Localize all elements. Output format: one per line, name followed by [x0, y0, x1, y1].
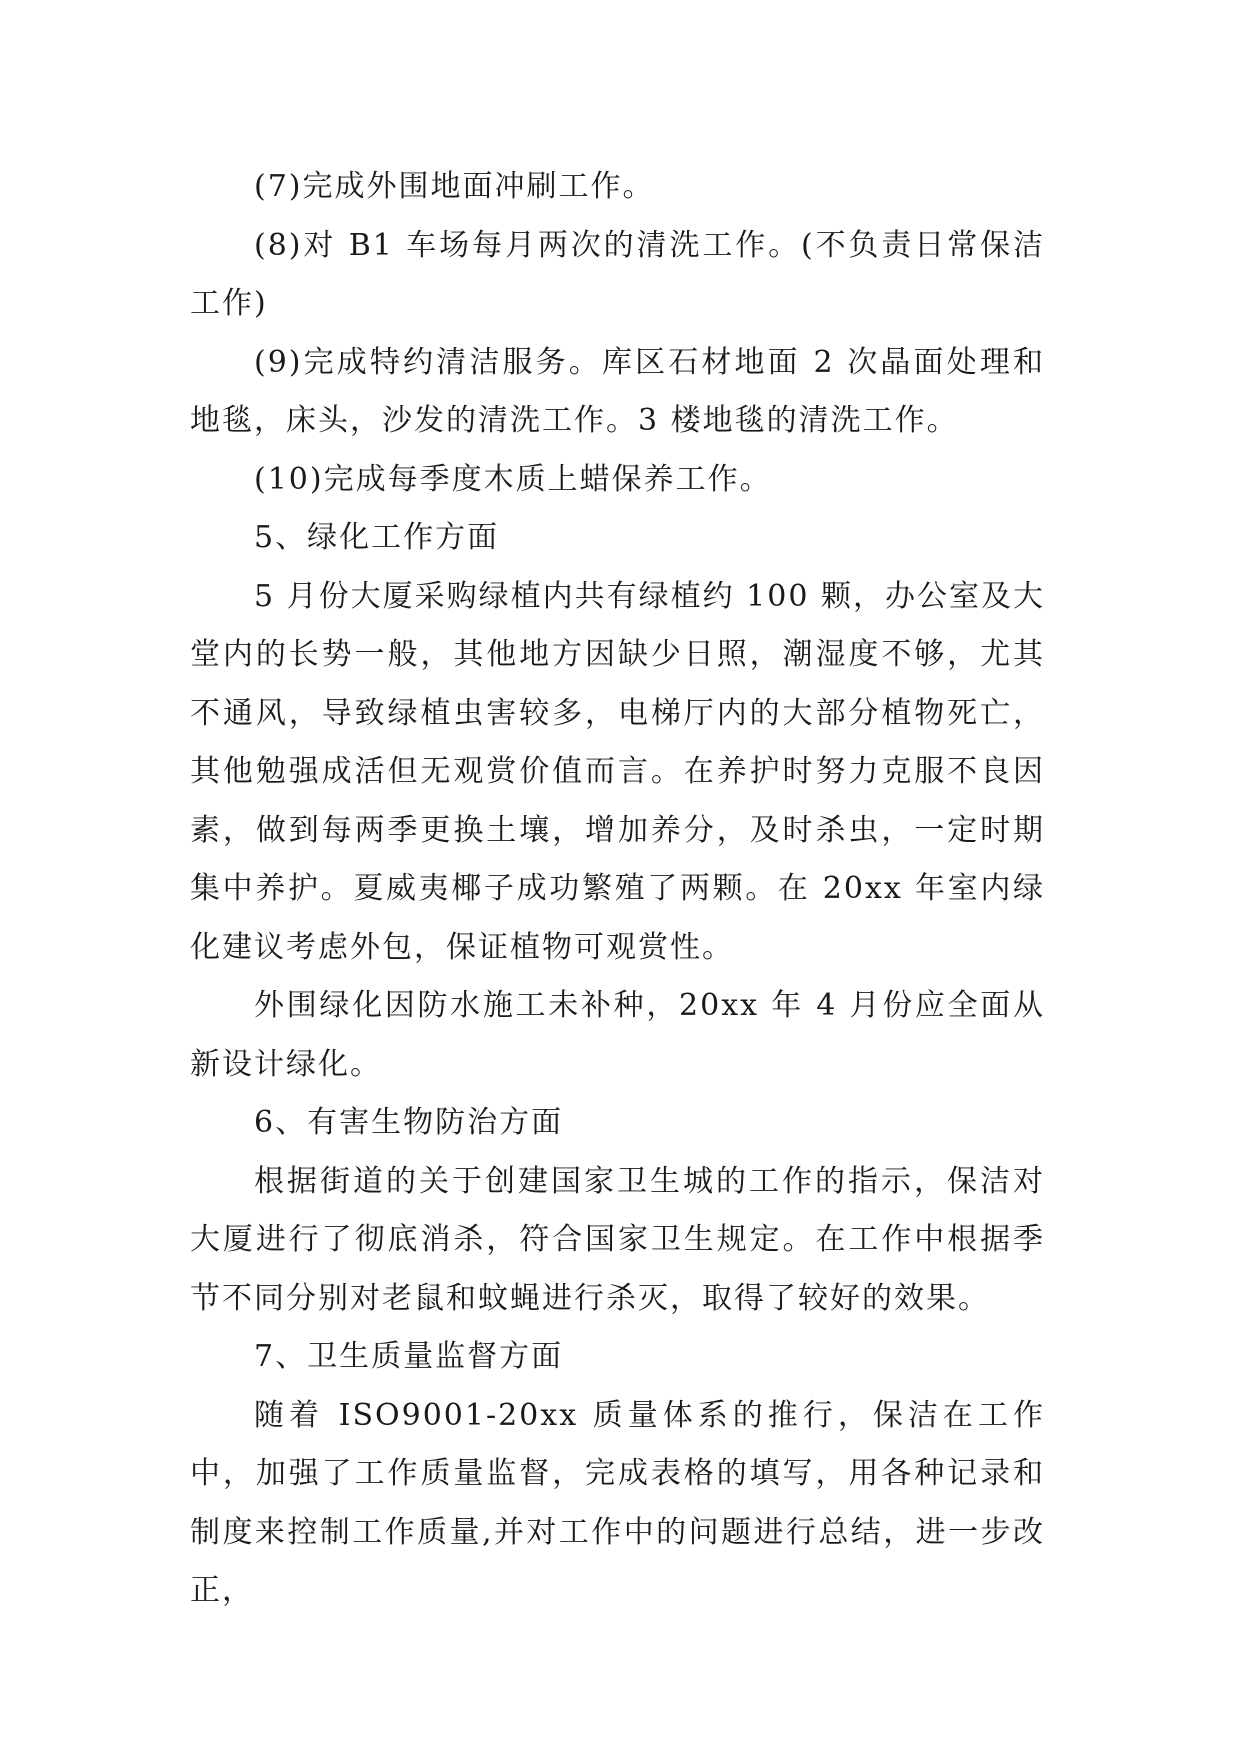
paragraph-item-7: (7)完成外围地面冲刷工作。 — [254, 169, 655, 204]
paragraph-pest-control: 根据街道的关于创建国家卫生城的工作的指示，保洁对大厦进行了彻底消杀，符合国家卫生规定。在工作中根据季节不同分别对老鼠和蚊蝇进行杀灭，取得了较好的效果。 — [190, 1163, 1045, 1316]
paragraph-item-10: (10)完成每季度木质上蜡保养工作。 — [254, 461, 772, 497]
section-heading-pest-control: 6、有害生物防治方面 — [254, 1105, 564, 1140]
paragraph-item-8: (8)对 B1 车场每月两次的清洗工作。(不负责日常保洁工作) — [190, 227, 1045, 321]
document-body — [190, 158, 1045, 1621]
paragraph-greening-outdoor: 外围绿化因防水施工未补种，20xx 年 4 月份应全面从新设计绿化。 — [190, 988, 1045, 1082]
paragraph-greening-indoor: 5 月份大厦采购绿植内共有绿植约 100 颗，办公室及大堂内的长势一般，其他地方因缺少日照，潮湿度不够，尤其不通风，导致绿植虫害较多，电梯厅内的大部分植物死亡，其他勉强成活但无观赏价值而言。在养护时努力克服不良因素，做到每两季更换土壤，增加养分，及时杀虫，一定时期集中养护。夏威夷椰子成功繁殖了两颗。在 20xx 年室内绿化建议考虑外包，保证植物可观赏性。 — [190, 578, 1045, 965]
section-heading-quality-supervision: 7、卫生质量监督方面 — [254, 1339, 564, 1374]
section-heading-greening: 5、绿化工作方面 — [254, 520, 500, 555]
paragraph-quality-supervision: 随着 ISO9001-20xx 质量体系的推行，保洁在工作中，加强了工作质量监督，完成表格的填写，用各种记录和制度来控制工作质量,并对工作中的问题进行总结，进一步改正， — [190, 1397, 1045, 1608]
paragraph-item-9: (9)完成特约清洁服务。库区石材地面 2 次晶面处理和地毯，床头，沙发的清洗工作。3 楼地毯的清洗工作。 — [190, 344, 1045, 438]
